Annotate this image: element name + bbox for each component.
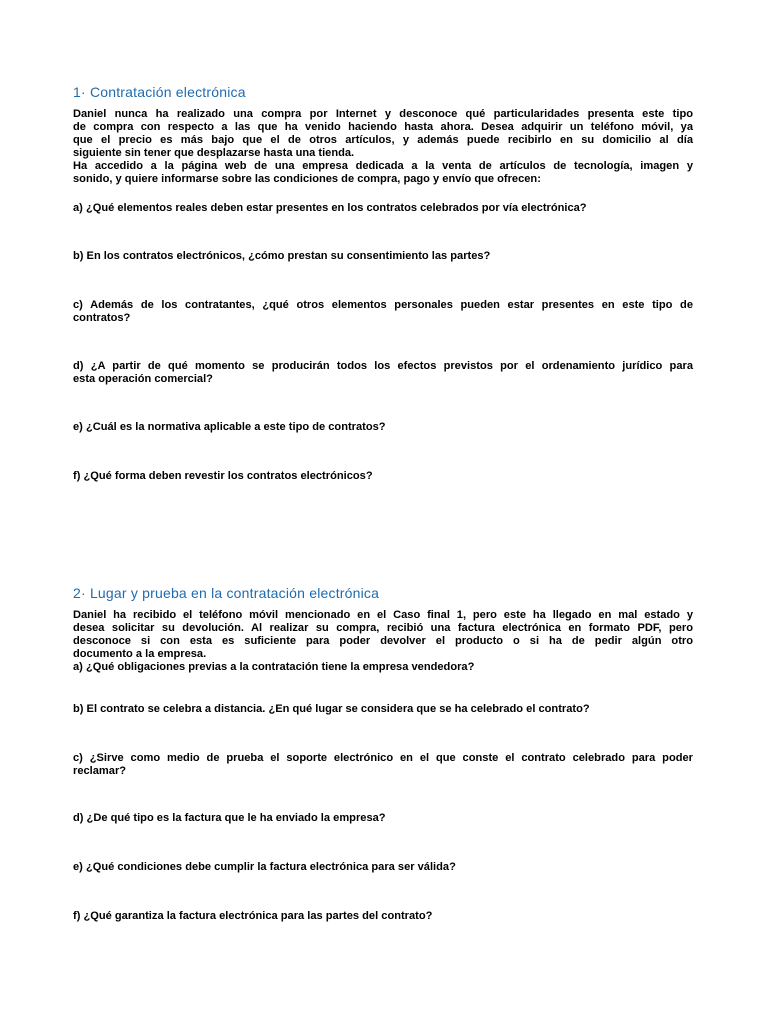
question-text: e) ¿Cuál es la normativa aplicable a este tipo de contratos?: [73, 421, 386, 433]
section1-intro-line: sonido, y quiere informarse sobre las condiciones de compra, pago y envío que ofrecen:: [73, 173, 541, 185]
section2-question-b: [73, 703, 693, 716]
question-text: e) ¿Qué condiciones debe cumplir la factura electrónica para ser válida?: [73, 861, 456, 873]
section2-intro-line: Daniel ha recibido el teléfono móvil mencionado en el Caso final 1, pero este ha llegado en mal estado y: [73, 609, 693, 621]
section1-question-c: [73, 299, 693, 325]
section1-intro-line: Daniel nunca ha realizado una compra por Internet y desconoce qué particularidades presenta este tipo: [73, 108, 693, 120]
section2-intro-line: documento a la empresa.: [73, 648, 207, 660]
question-text: f) ¿Qué forma deben revestir los contratos electrónicos?: [73, 470, 373, 482]
section1-question-e: [73, 421, 693, 434]
question-text: d) ¿De qué tipo es la factura que le ha enviado la empresa?: [73, 812, 386, 824]
question-text: a) ¿Qué obligaciones previas a la contratación tiene la empresa vendedora?: [73, 661, 475, 673]
section1-intro: [73, 108, 693, 186]
section1-question-b: [73, 250, 693, 263]
question-text: contratos?: [73, 312, 131, 324]
question-text: d) ¿A partir de qué momento se producirán todos los efectos previstos por el ordenamiento jurídico para: [73, 360, 693, 372]
question-text: b) En los contratos electrónicos, ¿cómo prestan su consentimiento las partes?: [73, 250, 491, 262]
section2-question-e: [73, 861, 693, 874]
section2-intro-line: desconoce si con esta es suficiente para poder devolver el producto o si ha de pedir algún otro: [73, 635, 693, 647]
section1-question-d: [73, 360, 693, 386]
question-text: esta operación comercial?: [73, 373, 213, 385]
section1-question-f: [73, 470, 693, 483]
section1-title: 1· Contratación electrónica: [73, 84, 246, 100]
question-text: a) ¿Qué elementos reales deben estar presentes en los contratos celebrados por vía electrónica?: [73, 202, 587, 214]
question-text: b) El contrato se celebra a distancia. ¿En qué lugar se considera que se ha celebrado el contrato?: [73, 703, 590, 715]
section1-question-a: [73, 202, 693, 215]
section2-intro-line: desea solicitar su devolución. Al realizar su compra, recibió una factura electrónica en formato PDF, pero: [73, 622, 693, 634]
section1-intro-line: que el precio es más bajo que el de otros artículos, y además puede recibirlo en su domicilio al día: [73, 134, 693, 146]
section2-question-c: [73, 752, 693, 778]
section2-title: 2· Lugar y prueba en la contratación electrónica: [73, 585, 380, 601]
question-text: c) ¿Sirve como medio de prueba el soporte electrónico en el que conste el contrato celebrado para poder: [73, 752, 693, 764]
section2-question-d: [73, 812, 693, 825]
section1-intro-line: siguiente sin tener que desplazarse hasta una tienda.: [73, 147, 355, 159]
section1-intro-line: de compra con respecto a las que ha venido haciendo hasta ahora. Desea adquirir un teléfono móvil, ya: [73, 121, 693, 133]
section1-intro-line: Ha accedido a la página web de una empresa dedicada a la venta de artículos de tecnología, imagen y: [73, 160, 693, 172]
section2-question-f: [73, 910, 693, 923]
question-text: c) Además de los contratantes, ¿qué otros elementos personales pueden estar presentes en este tipo de: [73, 299, 693, 311]
section2-intro: [73, 609, 693, 661]
section2-question-a: [73, 661, 693, 674]
question-text: f) ¿Qué garantiza la factura electrónica para las partes del contrato?: [73, 910, 433, 922]
question-text: reclamar?: [73, 765, 127, 777]
